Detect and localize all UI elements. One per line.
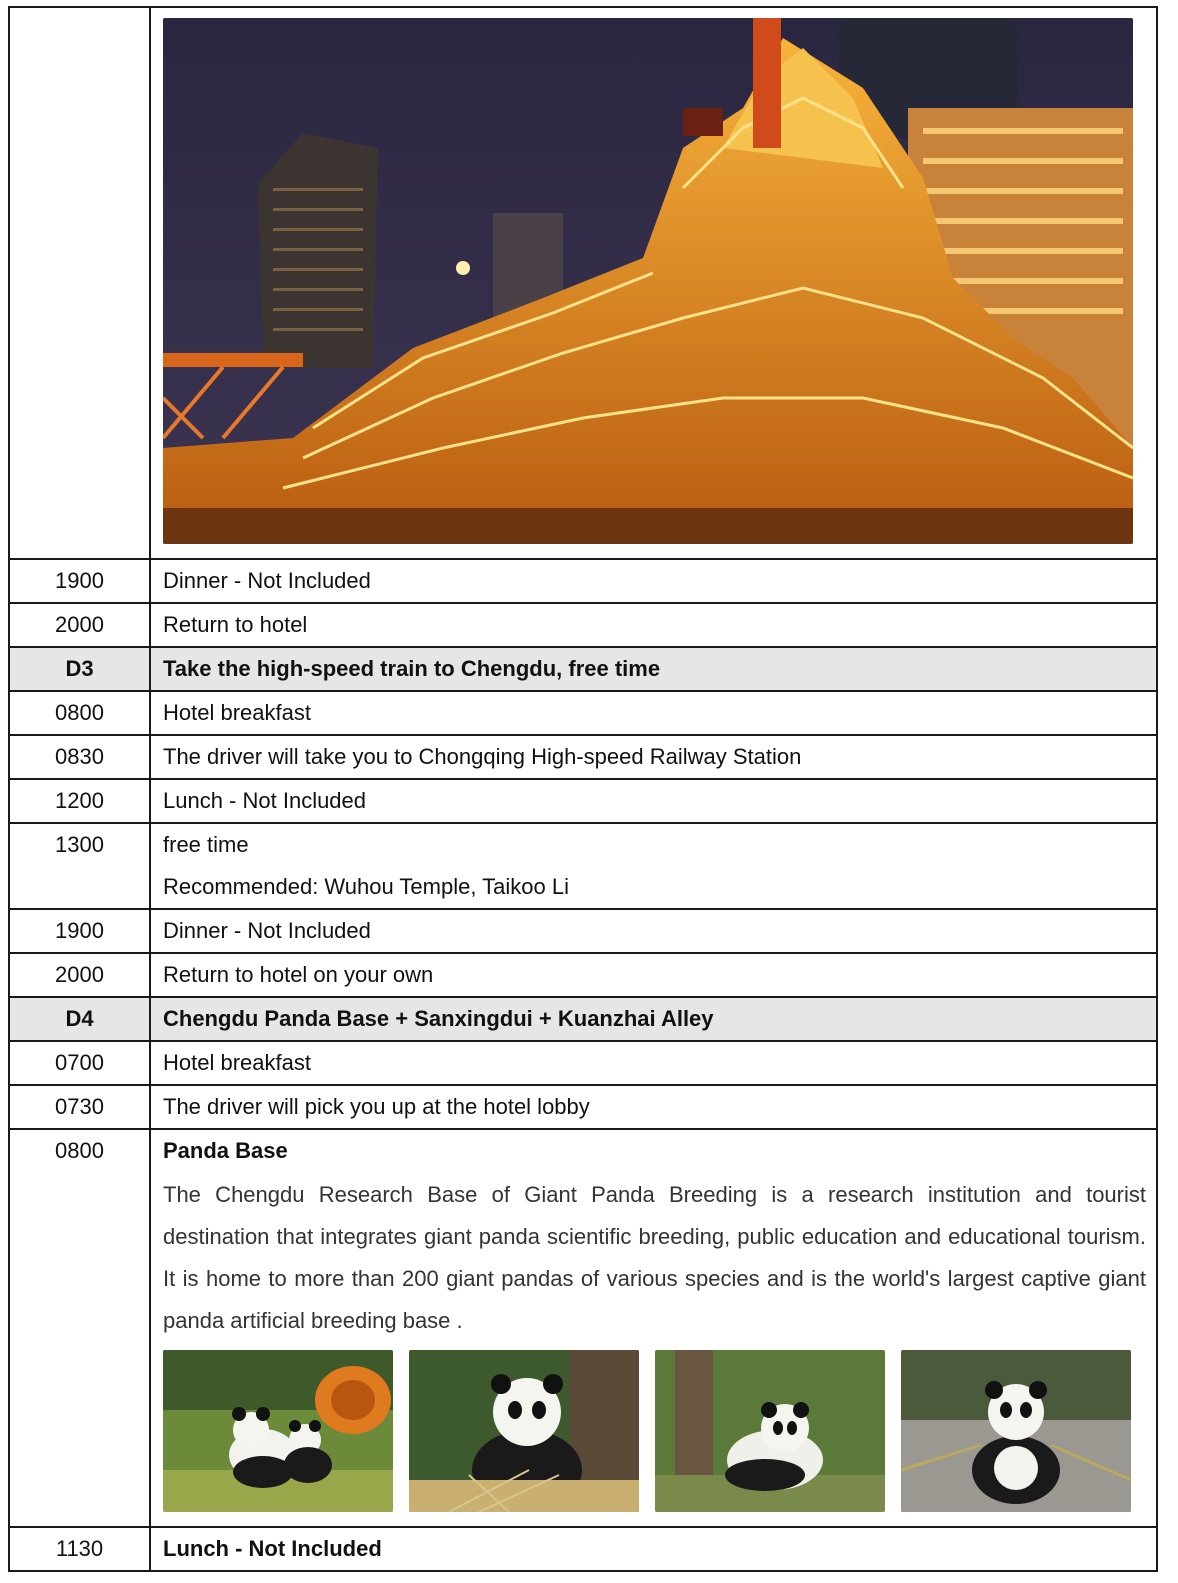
table-row xyxy=(9,1085,1157,1129)
panda-gallery xyxy=(163,1350,1156,1512)
activity-cell: Hotel breakfast xyxy=(150,691,1157,735)
time-cell: 2000 xyxy=(9,603,150,647)
activity-line: free time xyxy=(163,832,249,857)
table-row xyxy=(9,823,1157,909)
time-cell: 0800 xyxy=(9,1129,150,1527)
time-cell: 1900 xyxy=(9,559,150,603)
panda-photo xyxy=(655,1350,885,1512)
time-cell: 0730 xyxy=(9,1085,150,1129)
chongqing-night-photo xyxy=(163,18,1133,544)
activity-cell: The driver will take you to Chongqing High-speed Railway Station xyxy=(150,735,1157,779)
activity-cell: Lunch - Not Included xyxy=(150,779,1157,823)
itinerary-table xyxy=(8,6,1158,1572)
day-label: D4 xyxy=(9,997,150,1041)
day-label: D3 xyxy=(9,647,150,691)
activity-cell: Dinner - Not Included xyxy=(150,909,1157,953)
time-cell: 1200 xyxy=(9,779,150,823)
day-title: Chengdu Panda Base + Sanxingdui + Kuanzhai Alley xyxy=(150,997,1157,1041)
time-cell: 1900 xyxy=(9,909,150,953)
table-row xyxy=(9,735,1157,779)
time-cell: 0800 xyxy=(9,691,150,735)
time-cell: 2000 xyxy=(9,953,150,997)
activity-cell xyxy=(150,1129,1157,1527)
photo-row xyxy=(9,7,1157,559)
time-cell: 0700 xyxy=(9,1041,150,1085)
table-row xyxy=(9,559,1157,603)
activity-cell: Lunch - Not Included xyxy=(150,1527,1157,1571)
panda-photo xyxy=(409,1350,639,1512)
panda-photo xyxy=(901,1350,1131,1512)
time-cell: 1130 xyxy=(9,1527,150,1571)
day-header-row xyxy=(9,647,1157,691)
panda-photo xyxy=(163,1350,393,1512)
photo-cell xyxy=(150,7,1157,559)
activity-cell: Dinner - Not Included xyxy=(150,559,1157,603)
table-row xyxy=(9,1041,1157,1085)
time-cell: 0830 xyxy=(9,735,150,779)
table-row xyxy=(9,779,1157,823)
activity-cell xyxy=(150,823,1157,909)
activity-cell: Hotel breakfast xyxy=(150,1041,1157,1085)
activity-cell: Return to hotel on your own xyxy=(150,953,1157,997)
empty-time-cell xyxy=(9,7,150,559)
description-paragraph: The Chengdu Research Base of Giant Panda Breeding is a research institution and tourist destination that integrates giant panda scientific breeding, public education and educational tourism. It is home to more than 200 giant pandas of various species and is the world's largest captive giant panda artificial breeding base . xyxy=(163,1182,1146,1333)
section-title: Panda Base xyxy=(163,1138,288,1163)
table-row xyxy=(9,603,1157,647)
table-row xyxy=(9,953,1157,997)
table-row xyxy=(9,909,1157,953)
activity-cell: Return to hotel xyxy=(150,603,1157,647)
time-cell: 1300 xyxy=(9,823,150,909)
recommendation-line: Recommended: Wuhou Temple, Taikoo Li xyxy=(163,874,570,899)
day-header-row xyxy=(9,997,1157,1041)
table-row xyxy=(9,1129,1157,1527)
table-row xyxy=(9,1527,1157,1571)
table-row xyxy=(9,691,1157,735)
day-title: Take the high-speed train to Chengdu, free time xyxy=(150,647,1157,691)
activity-cell: The driver will pick you up at the hotel lobby xyxy=(150,1085,1157,1129)
